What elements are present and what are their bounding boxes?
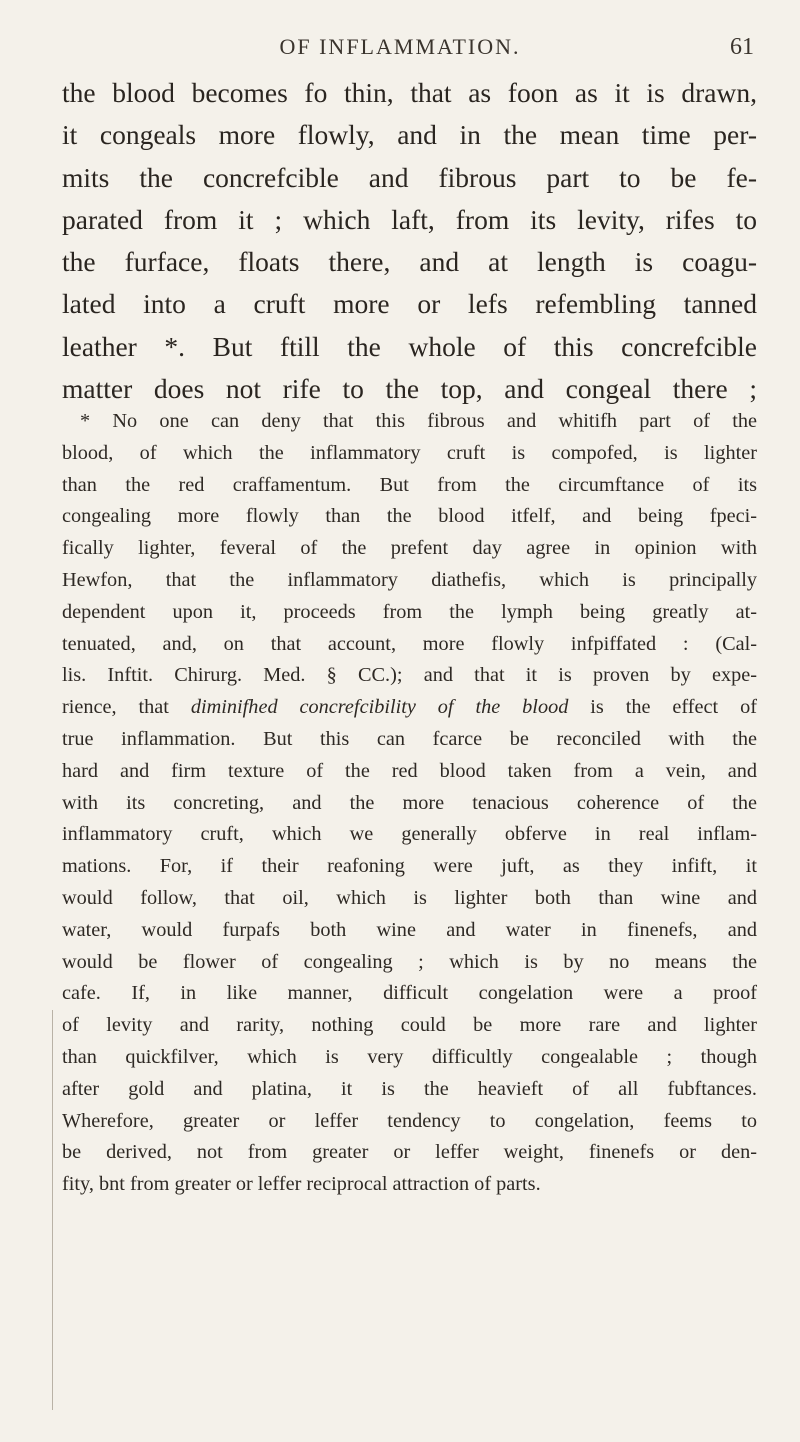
body-line: the blood becomes fo thin, that as foon as it is drawn, [62, 77, 757, 108]
body-line: lated into a cruft more or lefs refembling tanned [62, 288, 757, 320]
footnote-line: fity, bnt from greater or leffer reciprocal attraction of parts. [62, 1173, 541, 1196]
footnote-line: true inflammation. But this can fcarce be reconciled with the [62, 727, 757, 750]
body-line: parated from it ; which laft, from its levity, rifes to [62, 203, 757, 235]
footnote-line: would be flower of congealing ; which is by no means the [62, 950, 757, 973]
footnote-line: after gold and platina, it is the heavieft of all fubftances. [62, 1077, 757, 1100]
footnote-italic-phrase: diminifhed concrefcibility of the blood [190, 696, 569, 719]
footnote-line: be derived, not from greater or leffer weight, finenefs or den- [62, 1141, 757, 1164]
footnote-line: than the red craffamentum. But from the circumftance of its [62, 473, 757, 496]
body-line: leather *. But ftill the whole of this concrefcible [62, 330, 757, 362]
body-line: mits the concrefcible and fibrous part to be fe- [62, 161, 757, 193]
footnote-line: mations. For, if their reafoning were juft, as they infift, it [62, 855, 757, 878]
footnote-line: fically lighter, feveral of the prefent day agree in opinion with [62, 537, 757, 560]
page-number: 61 [730, 34, 754, 60]
footnote-line: would follow, that oil, which is lighter both than wine and [62, 886, 757, 909]
footnote-line: hard and firm texture of the red blood taken from a vein, and [62, 759, 757, 782]
footnote-line-italic [62, 692, 757, 724]
footnote-line: water, would furpafs both wine and water in finenefs, and [62, 918, 757, 941]
footnote-line: Hewfon, that the inflammatory diathefis, which is principally [62, 568, 757, 591]
footnote [62, 406, 757, 1201]
footnote-line: of levity and rarity, nothing could be more rare and lighter [62, 1014, 757, 1037]
footnote-line: inflammatory cruft, which we generally obferve in real inflam- [62, 823, 757, 846]
footnote-line: with its concreting, and the more tenacious coherence of the [62, 791, 757, 814]
footnote-line: * No one can deny that this fibrous and whitifh part of the [80, 410, 757, 432]
footnote-line: congealing more flowly than the blood itfelf, and being fpeci- [62, 505, 757, 528]
body-line: it congeals more flowly, and in the mean time per- [62, 119, 757, 151]
footnote-line: dependent upon it, proceeds from the lymph being greatly at- [62, 600, 757, 623]
body-line: the furface, floats there, and at length is coagu- [62, 246, 757, 278]
main-text [62, 72, 757, 410]
footnote-line: cafe. If, in like manner, difficult congelation were a proof [62, 982, 757, 1005]
footnote-line: lis. Inftit. Chirurg. Med. § CC.); and that it is proven by expe- [62, 664, 757, 687]
gutter-rule [52, 1010, 53, 1410]
footnote-text: is the effect of [568, 696, 757, 719]
body-line: matter does not rife to the top, and congeal there ; [62, 373, 757, 405]
footnote-line: than quickfilver, which is very difficultly congealable ; though [62, 1045, 757, 1068]
running-head: OF INFLAMMATION. [279, 34, 521, 59]
footnote-text: rience, that [62, 696, 191, 719]
footnote-line: Wherefore, greater or leffer tendency to congelation, feems to [62, 1109, 757, 1132]
footnote-line: tenuated, and, on that account, more flowly infpiffated : (Cal- [62, 632, 757, 655]
footnote-line: blood, of which the inflammatory cruft is compofed, is lighter [62, 441, 757, 464]
